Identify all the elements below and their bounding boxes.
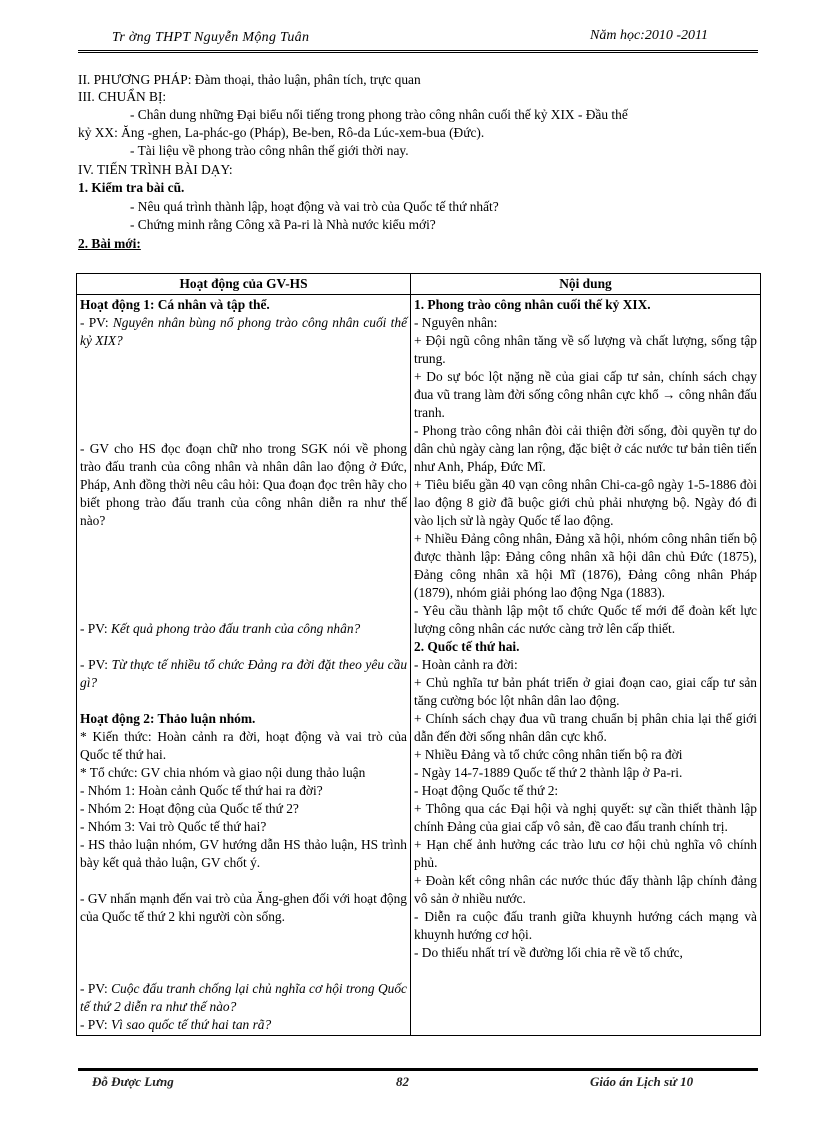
header-content: Nội dung xyxy=(411,274,761,295)
content-1-chicago: + Tiêu biểu gần 40 vạn công nhân Chi-ca-gô ngày 1-5-1886 đòi lao động 8 giờ đã buộc giới chủ phải nhượng bộ. Ngày đó đi vào lịch sử là ngày Quốc tế lao động. xyxy=(414,477,757,528)
group-1: - Nhóm 1: Hoàn cảnh Quốc tế thứ hai ra đời? xyxy=(80,783,323,798)
activity-1-question-3: - PV: Từ thực tế nhiều tổ chức Đảng ra đời đặt theo yêu cầu gì? xyxy=(80,657,408,690)
content-1-cause: - Nguyên nhân: xyxy=(414,315,498,330)
content-1-cause-2: + Do sự bóc lột nặng nề của giai cấp tư sản, chính sách chạy đua vũ trang làm đời sống công nhân cực khổ → công nhân đấu tranh. xyxy=(414,369,757,420)
activity-1-cell xyxy=(77,295,411,1036)
activity-2-organize: * Tổ chức: GV chia nhóm và giao nội dung thảo luận xyxy=(80,765,366,780)
method-line: II. PHƯƠNG PHÁP: Đàm thoại, thảo luận, phân tích, trực quan xyxy=(78,72,421,87)
activity-1-question-1: - PV: Nguyên nhân bùng nổ phong trào công nhân cuối thế kỷ XIX? xyxy=(80,315,408,348)
activity-2-discussion: - HS thảo luận nhóm, GV hướng dẫn HS thảo luận, HS trình bày kết quả thảo luận, GV chốt ý. xyxy=(80,837,407,870)
activity-2-question-2: - PV: Vì sao quốc tế thứ hai tan rã? xyxy=(80,1017,272,1032)
progress-heading: IV. TIẾN TRÌNH BÀI DẠY: xyxy=(78,162,233,177)
activity-2-knowledge: * Kiến thức: Hoàn cảnh ra đời, hoạt động và vai trò của Quốc tế thứ hai. xyxy=(80,729,407,762)
table-row xyxy=(77,295,761,1036)
activity-2-title: Hoạt động 2: Thảo luận nhóm. xyxy=(80,711,256,726)
footer xyxy=(78,1070,758,1092)
content-2-title: 2. Quốc tế thứ hai. xyxy=(414,639,520,654)
content-2-collapse: - Do thiếu nhất trí về đường lối chia rẽ về tổ chức, xyxy=(414,945,683,960)
header-activity: Hoạt động của GV-HS xyxy=(77,274,411,295)
activity-1-title: Hoạt động 1: Cá nhân và tập thể. xyxy=(80,297,270,312)
content-1-parties: + Nhiều Đảng công nhân, Đảng xã hội, nhóm công nhân tiến bộ được thành lập: Đảng công nhân xã hội dân chủ Đức (1875), Đảng công nhân xã hội Mĩ (1876), Đảng công nhân Pháp (1879), nhóm giải phóng lao động Nga (1883). xyxy=(414,531,757,600)
content-2-context-3: + Nhiều Đảng và tổ chức công nhân tiến bộ ra đời xyxy=(414,747,683,762)
footer-author: Đỗ Được Lưng xyxy=(92,1074,174,1089)
lesson-table xyxy=(76,273,761,1036)
group-3: - Nhóm 3: Vai trò Quốc tế thứ hai? xyxy=(80,819,267,834)
content-2-context: - Hoàn cảnh ra đời: xyxy=(414,657,518,672)
check-question-2: - Chứng minh rằng Công xã Pa-ri là Nhà nước kiểu mới? xyxy=(130,217,436,232)
group-2: - Nhóm 2: Hoạt động của Quốc tế thứ 2? xyxy=(80,801,299,816)
prep-heading: III. CHUẨN BỊ: xyxy=(78,89,167,104)
content-2-context-2: + Chính sách chạy đua vũ trang chuẩn bị phân chia lại thế giới dẫn đến đời sống nhân dân cực khổ. xyxy=(414,711,757,744)
header-school: Tr ờng THPT Nguyễn Mộng Tuân xyxy=(112,30,310,45)
prep-item-2: - Tài liệu về phong trào công nhân thế giới thời nay. xyxy=(130,143,409,158)
header-school-year: Năm học:2010 -2011 xyxy=(590,28,708,43)
footer-page-number: 82 xyxy=(396,1074,409,1089)
new-lesson-heading: 2. Bài mới: xyxy=(78,236,141,251)
content-2-founding: - Ngày 14-7-1889 Quốc tế thứ 2 thành lập ở Pa-ri. xyxy=(414,765,683,780)
content-2-activity-2: + Hạn chế ảnh hưởng các trào lưu cơ hội chủ nghĩa vô chính phủ. xyxy=(414,837,757,870)
activity-2-question-1: - PV: Cuộc đấu tranh chống lại chủ nghĩa cơ hội trong Quốc tế thứ 2 diễn ra như thế nào? xyxy=(80,981,407,1014)
prep-item-1-cont: kỷ XX: Ăng -ghen, La-phác-go (Pháp), Be-ben, Rô-da Lúc-xem-bua (Đức). xyxy=(78,125,485,140)
header-rule xyxy=(78,50,758,55)
content-2-context-1: + Chủ nghĩa tư bản phát triển ở giai đoạn cao, giai cấp tư sản tăng cường bóc lột nhân dân lao động. xyxy=(414,675,757,708)
check-question-1: - Nêu quá trình thành lập, hoạt động và vai trò của Quốc tế thứ nhất? xyxy=(130,199,499,214)
content-2-activities: - Hoạt động Quốc tế thứ 2: xyxy=(414,783,559,798)
content-1-movement: - Phong trào công nhân đòi cải thiện đời sống, đòi quyền tự do dân chủ ngày càng lan rộng, đặc biệt ở các nước tư bản tiên tiến như Anh, Pháp, Đức Mĩ. xyxy=(414,423,757,474)
content-cell xyxy=(411,295,761,1036)
content-2-activity-3: + Đoàn kết công nhân các nước thúc đẩy thành lập chính đảng vô sản ở nhiều nước. xyxy=(414,873,757,906)
content-2-struggle: - Diễn ra cuộc đấu tranh giữa khuynh hướng cách mạng và khuynh hướng cơ hội. xyxy=(414,909,757,942)
activity-1-question-2: - PV: Kết quả phong trào đấu tranh của công nhân? xyxy=(80,621,361,636)
table-header-row xyxy=(77,274,761,295)
activity-1-reading: - GV cho HS đọc đoạn chữ nho trong SGK nói về phong trào đấu tranh của công nhân và nhân dân lao động ở Đức, Pháp, Anh đồng thời nêu câu hỏi: Qua đoạn đọc trên hãy cho biết phong trào đấu tranh của công nhân diễn ra như thế nào? xyxy=(80,441,407,528)
footer-title: Giáo án Lịch sử 10 xyxy=(590,1074,694,1089)
check-old-lesson-heading: 1. Kiểm tra bài cũ. xyxy=(78,180,185,195)
content-1-cause-1: + Đội ngũ công nhân tăng về số lượng và chất lượng, sống tập trung. xyxy=(414,333,757,366)
content-1-title: 1. Phong trào công nhân cuối thế kỷ XIX. xyxy=(414,297,651,312)
activity-2-emphasis: - GV nhấn mạnh đến vai trò của Ăng-ghen đối với hoạt động của Quốc tế thứ 2 khi người còn sống. xyxy=(80,891,407,924)
content-2-activity-1: + Thông qua các Đại hội và nghị quyết: sự cần thiết thành lập chính Đảng của giai cấp vô sản, đề cao đấu tranh chính trị. xyxy=(414,801,757,834)
prep-item-1: - Chân dung những Đại biểu nổi tiếng trong phong trào công nhân cuối thế kỷ XIX - Đầu thế xyxy=(130,107,628,122)
content-1-requirement: - Yêu cầu thành lập một tổ chức Quốc tế mới để đoàn kết lực lượng công nhân các nước càng trở lên cấp thiết. xyxy=(414,603,757,636)
